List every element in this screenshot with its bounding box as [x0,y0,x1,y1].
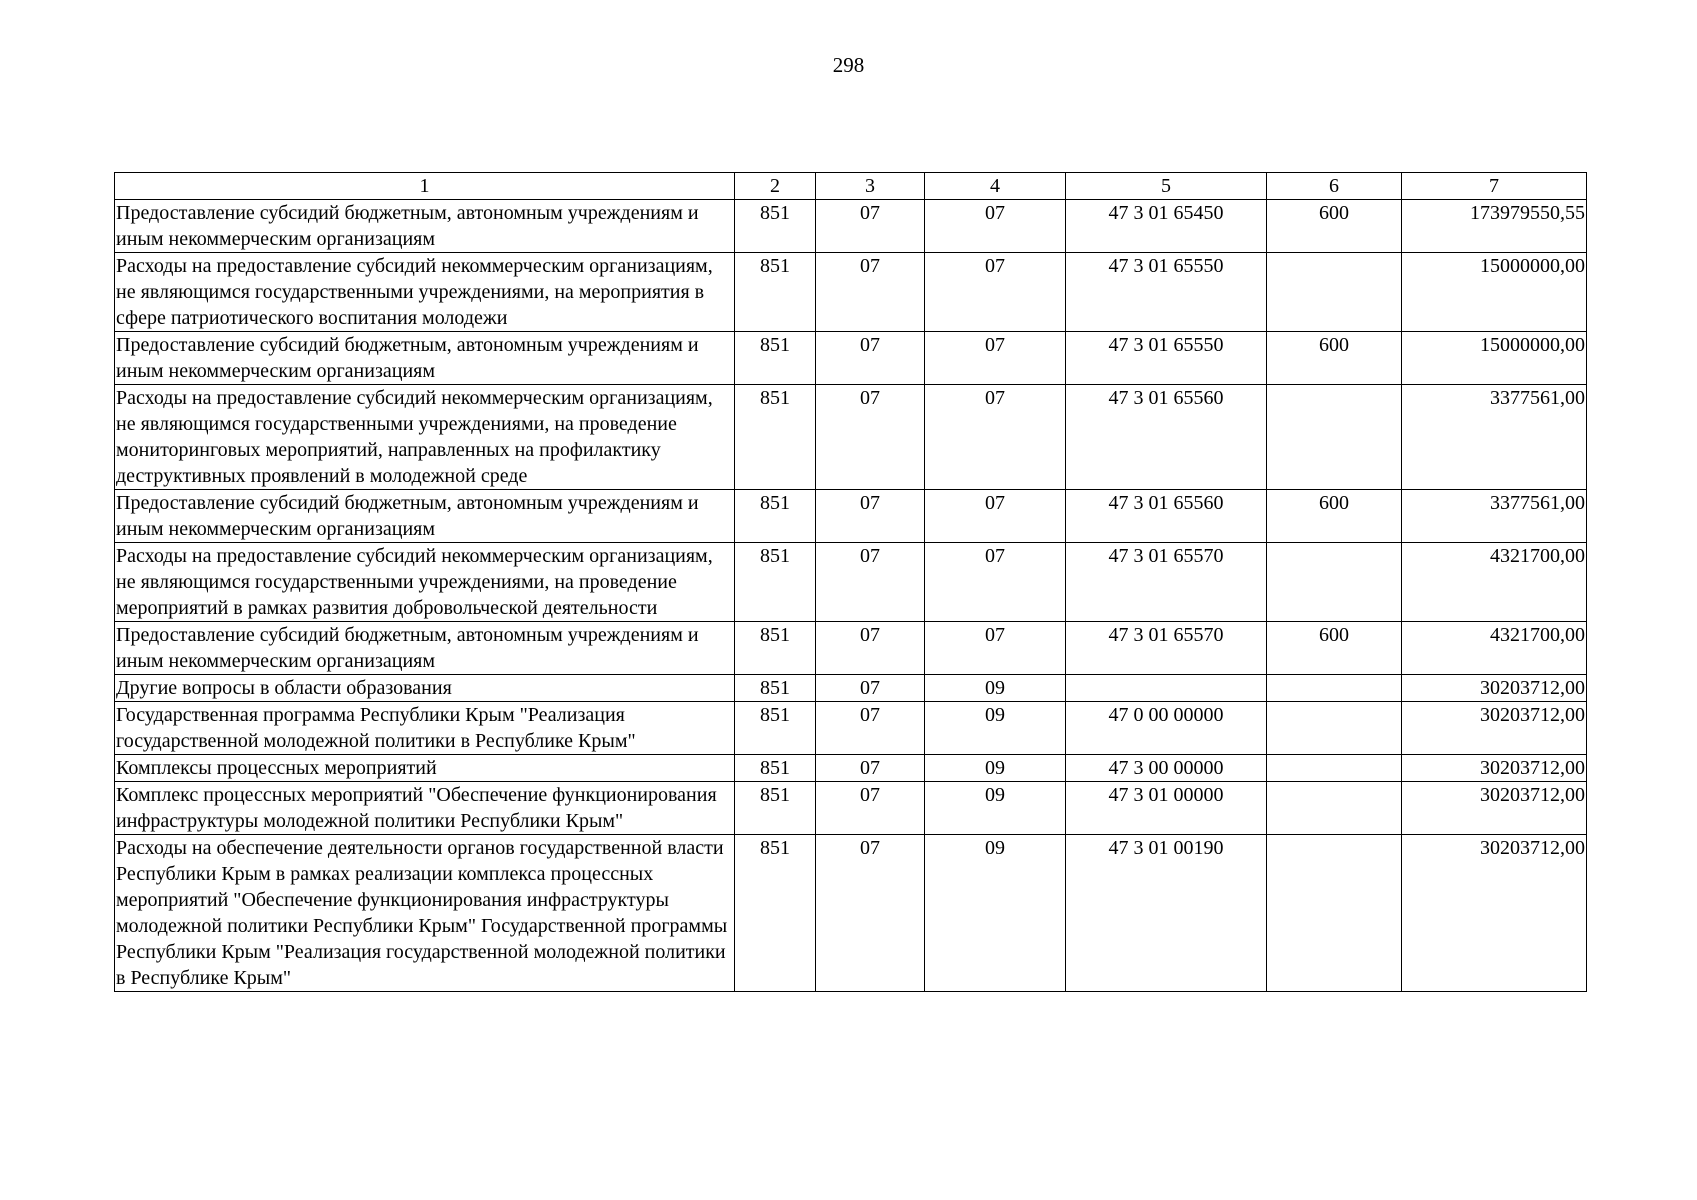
column-header: 4 [925,173,1066,200]
row-description: Предоставление субсидий бюджетным, автономным учреждениям и иным некоммерческим организациям [115,332,735,385]
row-code-4: 07 [925,622,1066,675]
row-code-6 [1267,385,1402,490]
row-amount: 30203712,00 [1402,702,1587,755]
table-row [115,835,1587,992]
row-description: Государственная программа Республики Крым "Реализация государственной молодежной политики в Республике Крым" [115,702,735,755]
row-description: Расходы на предоставление субсидий некоммерческим организациям, не являющимся государственными учреждениями, на проведение мониторинговых мероприятий, направленных на профилактику деструктивных проявлений в молодежной среде [115,385,735,490]
row-code-3: 07 [816,755,925,782]
row-code-5: 47 0 00 00000 [1066,702,1267,755]
row-description: Расходы на предоставление субсидий некоммерческим организациям, не являющимся государственными учреждениями, на проведение мероприятий в рамках развития добровольческой деятельности [115,543,735,622]
table-row [115,755,1587,782]
budget-table [114,172,1587,992]
row-code-4: 09 [925,702,1066,755]
row-code-2: 851 [735,385,816,490]
row-code-5: 47 3 01 65560 [1066,385,1267,490]
row-code-3: 07 [816,543,925,622]
row-code-4: 07 [925,253,1066,332]
table-row [115,543,1587,622]
row-description: Предоставление субсидий бюджетным, автономным учреждениям и иным некоммерческим организациям [115,200,735,253]
row-code-2: 851 [735,702,816,755]
table-row [115,675,1587,702]
row-code-2: 851 [735,622,816,675]
table-row [115,622,1587,675]
row-code-6: 600 [1267,490,1402,543]
row-code-6: 600 [1267,332,1402,385]
row-code-6: 600 [1267,622,1402,675]
table-row [115,253,1587,332]
row-code-3: 07 [816,835,925,992]
row-amount: 4321700,00 [1402,622,1587,675]
row-description: Расходы на обеспечение деятельности органов государственной власти Республики Крым в рамках реализации комплекса процессных мероприятий "Обеспечение функционирования инфраструктуры молодежной политики Республики Крым" Государственной программы Республики Крым "Реализация государственной молодежной политики в Республике Крым" [115,835,735,992]
row-code-4: 07 [925,490,1066,543]
table-row [115,702,1587,755]
row-code-4: 07 [925,543,1066,622]
row-code-5: 47 3 01 65560 [1066,490,1267,543]
row-amount: 30203712,00 [1402,782,1587,835]
row-code-4: 09 [925,675,1066,702]
row-code-4: 07 [925,385,1066,490]
row-code-5: 47 3 01 00000 [1066,782,1267,835]
row-description: Комплекс процессных мероприятий "Обеспечение функционирования инфраструктуры молодежной политики Республики Крым" [115,782,735,835]
table-row [115,782,1587,835]
row-amount: 3377561,00 [1402,490,1587,543]
table-row [115,385,1587,490]
row-code-6 [1267,702,1402,755]
row-code-3: 07 [816,782,925,835]
table-row [115,332,1587,385]
row-amount: 30203712,00 [1402,675,1587,702]
row-code-5: 47 3 01 00190 [1066,835,1267,992]
row-code-3: 07 [816,490,925,543]
row-code-6 [1267,675,1402,702]
page-number: 298 [832,53,865,77]
column-header: 3 [816,173,925,200]
row-code-6 [1267,543,1402,622]
row-description: Расходы на предоставление субсидий некоммерческим организациям, не являющимся государственными учреждениями, на мероприятия в сфере патриотического воспитания молодежи [115,253,735,332]
row-code-4: 07 [925,200,1066,253]
row-amount: 30203712,00 [1402,835,1587,992]
row-code-3: 07 [816,675,925,702]
column-header: 1 [115,173,735,200]
row-amount: 15000000,00 [1402,332,1587,385]
row-amount: 4321700,00 [1402,543,1587,622]
row-code-2: 851 [735,543,816,622]
row-amount: 30203712,00 [1402,755,1587,782]
row-code-4: 09 [925,835,1066,992]
row-code-6 [1267,782,1402,835]
row-code-5: 47 3 01 65570 [1066,543,1267,622]
row-code-3: 07 [816,622,925,675]
row-code-6 [1267,755,1402,782]
row-amount: 15000000,00 [1402,253,1587,332]
column-header: 7 [1402,173,1587,200]
row-amount: 173979550,55 [1402,200,1587,253]
row-code-6 [1267,253,1402,332]
row-code-2: 851 [735,782,816,835]
row-code-6 [1267,835,1402,992]
row-code-4: 09 [925,755,1066,782]
row-code-3: 07 [816,332,925,385]
row-description: Комплексы процессных мероприятий [115,755,735,782]
row-description: Другие вопросы в области образования [115,675,735,702]
header-row [115,173,1587,200]
row-code-5: 47 3 01 65450 [1066,200,1267,253]
column-header: 2 [735,173,816,200]
row-code-3: 07 [816,253,925,332]
row-code-2: 851 [735,675,816,702]
row-code-2: 851 [735,835,816,992]
row-code-5: 47 3 01 65550 [1066,332,1267,385]
row-code-4: 07 [925,332,1066,385]
row-amount: 3377561,00 [1402,385,1587,490]
table-row [115,490,1587,543]
row-code-6: 600 [1267,200,1402,253]
row-code-4: 09 [925,782,1066,835]
row-code-5: 47 3 01 65550 [1066,253,1267,332]
row-code-2: 851 [735,253,816,332]
row-code-2: 851 [735,755,816,782]
row-description: Предоставление субсидий бюджетным, автономным учреждениям и иным некоммерческим организациям [115,490,735,543]
row-code-5: 47 3 00 00000 [1066,755,1267,782]
column-header: 5 [1066,173,1267,200]
table-row [115,200,1587,253]
row-code-2: 851 [735,490,816,543]
row-code-3: 07 [816,702,925,755]
row-code-2: 851 [735,332,816,385]
row-code-3: 07 [816,385,925,490]
row-code-5 [1066,675,1267,702]
row-code-5: 47 3 01 65570 [1066,622,1267,675]
row-code-3: 07 [816,200,925,253]
row-description: Предоставление субсидий бюджетным, автономным учреждениям и иным некоммерческим организациям [115,622,735,675]
column-header: 6 [1267,173,1402,200]
row-code-2: 851 [735,200,816,253]
